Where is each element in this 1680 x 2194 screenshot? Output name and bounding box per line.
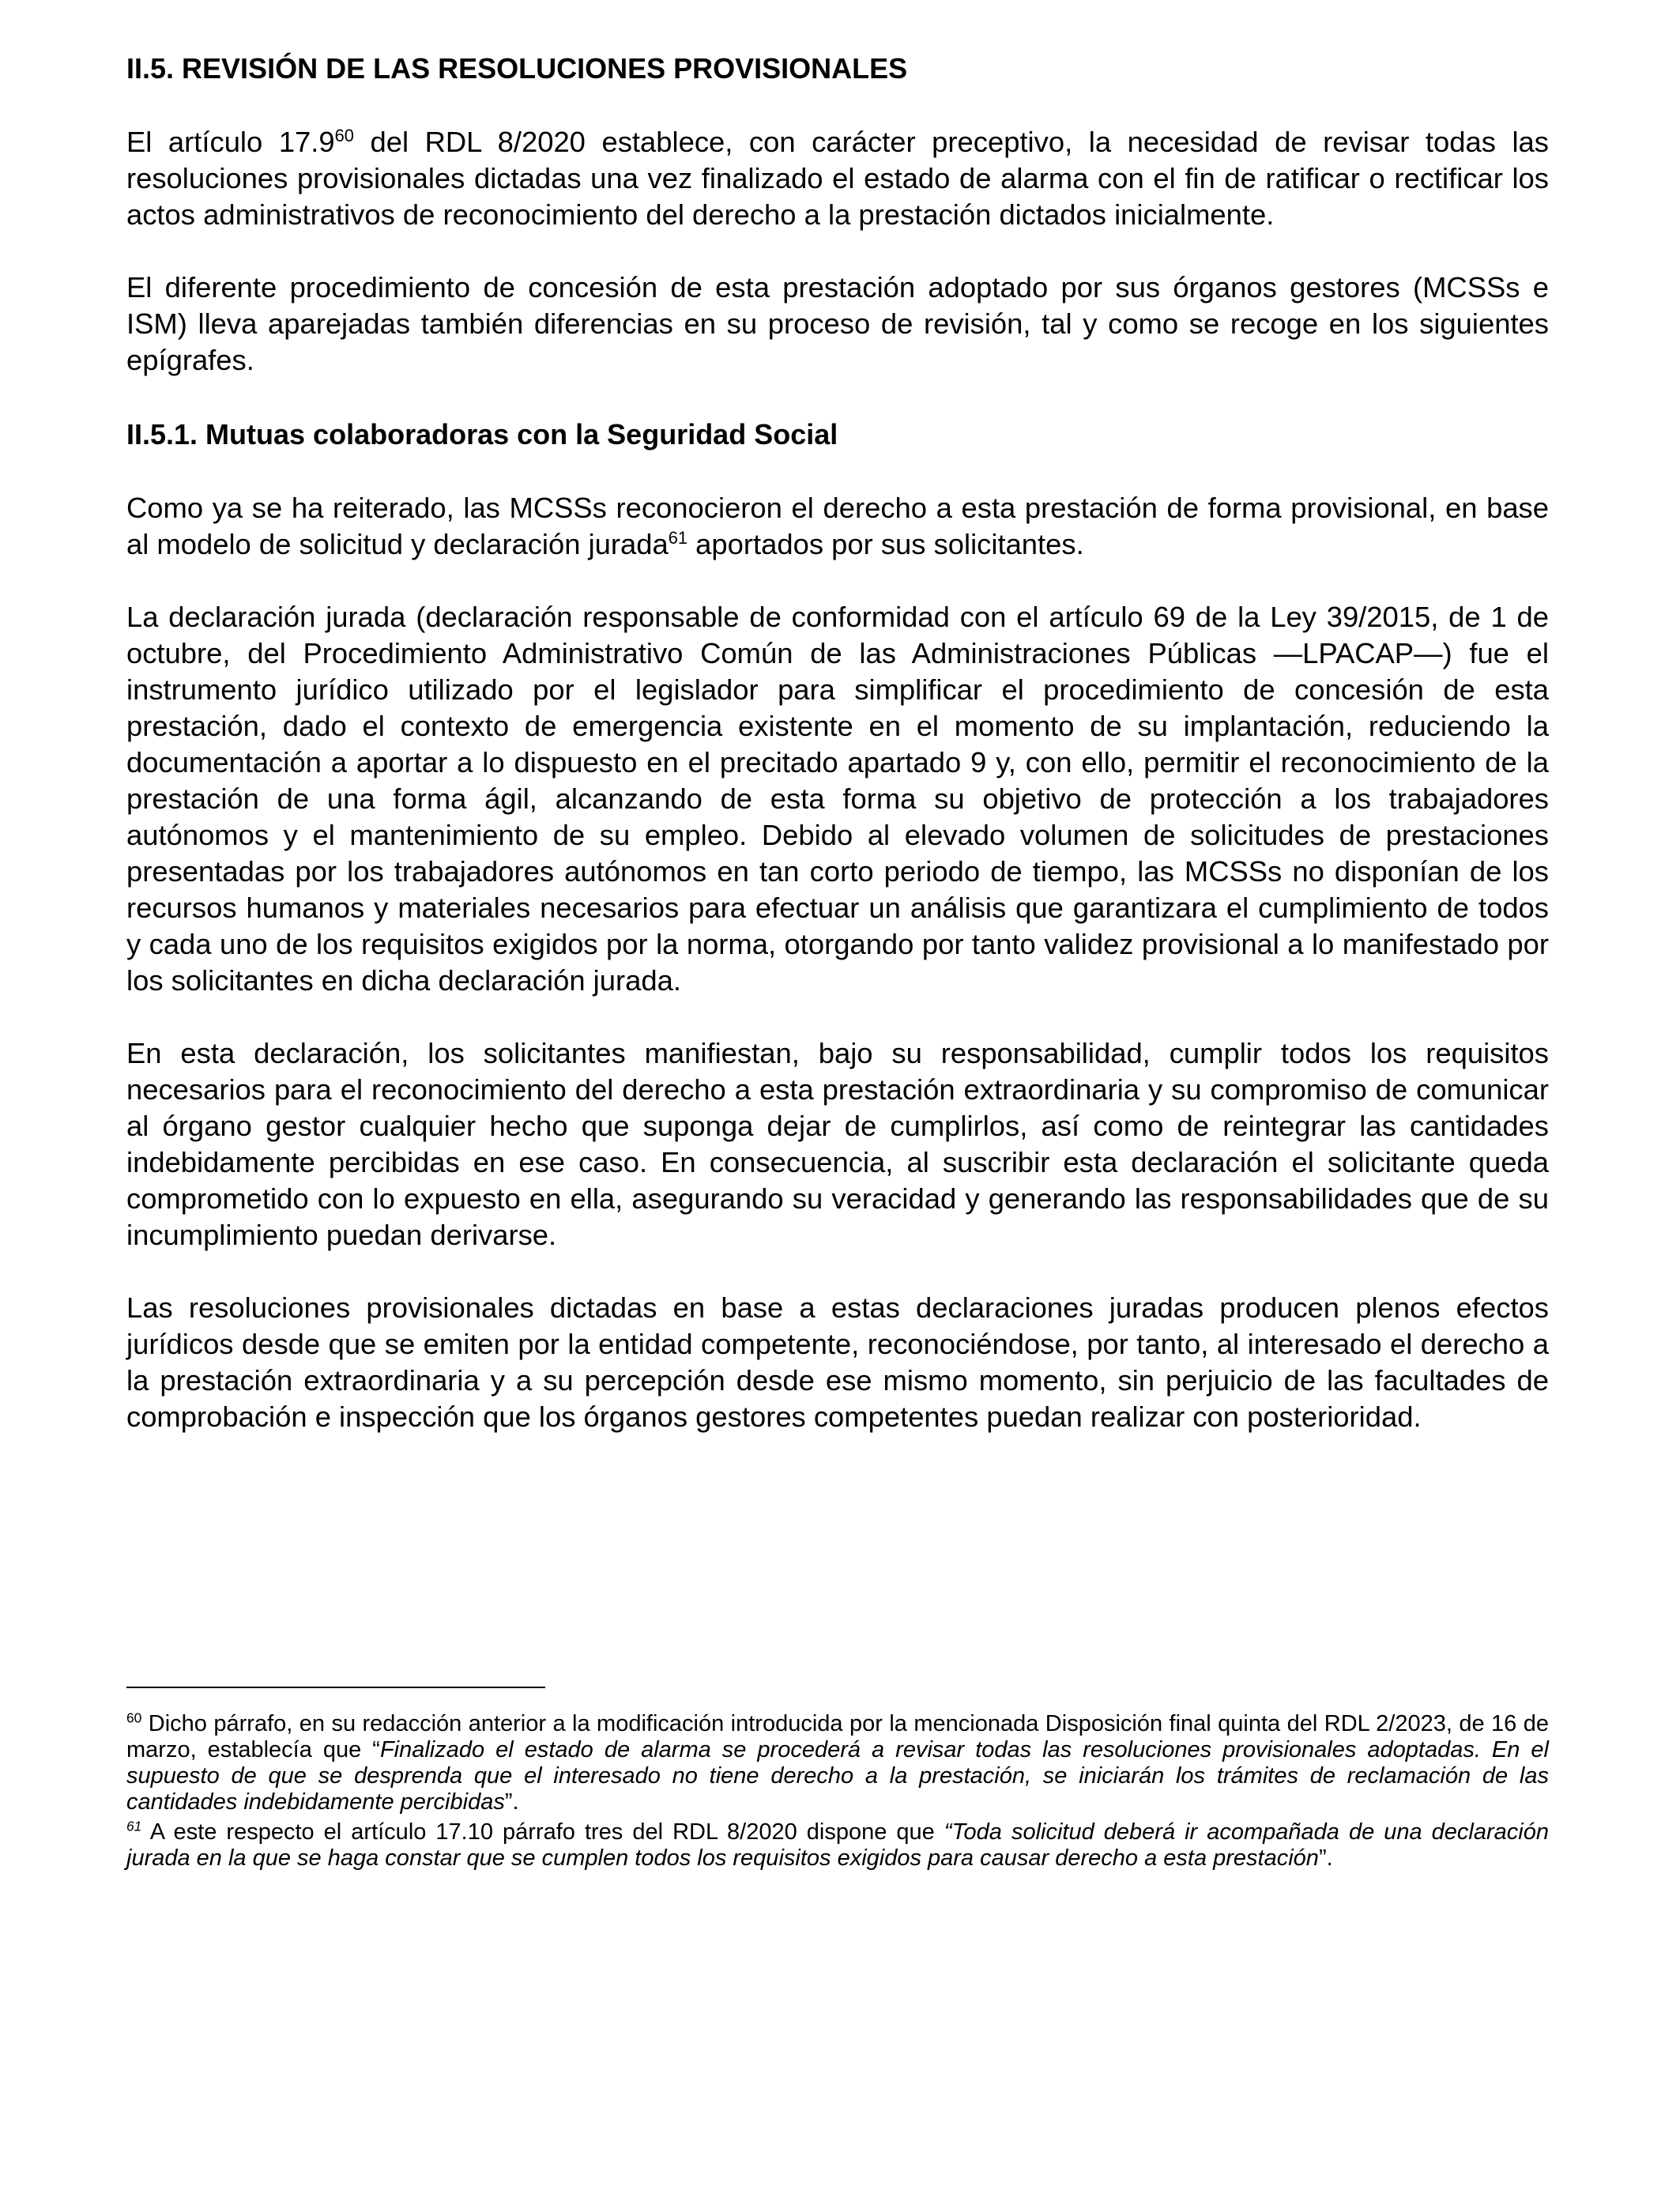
- paragraph-text: del RDL 8/2020 establece, con carácter preceptivo, la necesidad de revisar todas las resoluciones provisionales dictadas una vez finalizado el estado de alarma con el fin de ratificar o rectificar los actos administrativos de reconocimiento del derecho a la prestación dictados inicialmente.: [126, 126, 1549, 231]
- footnote-text: Dicho párrafo, en su redacción anterior a la modificación introducida por la mencionada Disposición final quinta del RDL 2/2023, de 16 de marzo, establecía que “: [126, 1711, 1549, 1762]
- footnote-text-end: ”.: [504, 1789, 519, 1815]
- subsection-heading: II.5.1. Mutuas colaboradoras con la Seguridad Social: [126, 418, 838, 450]
- footnote-text: A este respecto el artículo 17.10 párrafo tres del RDL 8/2020 dispone que: [141, 1819, 944, 1845]
- footnote-number: 61: [126, 1818, 142, 1834]
- document-body: [126, 51, 1549, 1435]
- footnotes: [126, 1711, 1549, 1875]
- footnote-separator: [126, 1687, 545, 1688]
- paragraph: En esta declaración, los solicitantes manifiestan, bajo su responsabilidad, cumplir todos los requisitos necesarios para el reconocimiento del derecho a esta prestación extraordinaria y su compromiso de comunicar al órgano gestor cualquier hecho que suponga dejar de cumplirlos, así como de reintegrar las cantidades indebidamente percibidas en ese caso. En consecuencia, al suscribir esta declaración el solicitante queda comprometido con lo expuesto en ella, asegurando su veracidad y generando las responsabilidades que de su incumplimiento puedan derivarse.: [126, 1037, 1549, 1251]
- section-heading: II.5. REVISIÓN DE LAS RESOLUCIONES PROVISIONALES: [126, 52, 908, 85]
- paragraph: [126, 124, 1549, 233]
- paragraph: [126, 490, 1549, 563]
- footnote-ref[interactable]: 61: [668, 527, 688, 548]
- paragraph-text: aportados por sus solicitantes.: [687, 528, 1084, 560]
- footnote-number: 60: [126, 1710, 142, 1726]
- paragraph-text: Como ya se ha reiterado, las MCSSs reconocieron el derecho a esta prestación de forma provisional, en base al modelo de solicitud y declaración jurada: [126, 492, 1549, 560]
- footnote-text-end: ”.: [1318, 1845, 1333, 1871]
- paragraph: La declaración jurada (declaración responsable de conformidad con el artículo 69 de la Ley 39/2015, de 1 de octubre, del Procedimiento Administrativo Común de las Administraciones Públicas —LPACAP—) fue el instrumento jurídico utilizado por el legislador para simplificar el procedimiento de concesión de esta prestación, dado el contexto de emergencia existente en el momento de su implantación, reduciendo la documentación a aportar a lo dispuesto en el precitado apartado 9 y, con ello, permitir el reconocimiento de la prestación de una forma ágil, alcanzando de esta forma su objetivo de protección a los trabajadores autónomos y el mantenimiento de su empleo. Debido al elevado volumen de solicitudes de prestaciones presentadas por los trabajadores autónomos en tan corto periodo de tiempo, las MCSSs no disponían de los recursos humanos y materiales necesarios para efectuar un análisis que garantizara el cumplimiento de todos y cada uno de los requisitos exigidos por la norma, otorgando por tanto validez provisional a lo manifestado por los solicitantes en dicha declaración jurada.: [126, 601, 1549, 997]
- footnote-quote: “Toda solicitud deberá ir acompañada de una declaración jurada en la que se haga constar que se cumplen todos los requisitos exigidos para causar derecho a esta prestación: [126, 1819, 1549, 1871]
- footnote: [126, 1819, 1549, 1872]
- paragraph: Las resoluciones provisionales dictadas en base a estas declaraciones juradas producen plenos efectos jurídicos desde que se emiten por la entidad competente, reconociéndose, por tanto, al interesado el derecho a la prestación extraordinaria y a su percepción desde ese mismo momento, sin perjuicio de las facultades de comprobación e inspección que los órganos gestores competentes puedan realizar con posterioridad.: [126, 1291, 1549, 1433]
- footnote-ref[interactable]: 60: [334, 125, 354, 145]
- paragraph: El diferente procedimiento de concesión de esta prestación adoptado por sus órganos gestores (MCSSs e ISM) lleva aparejadas también diferencias en su proceso de revisión, tal y como se recoge en los siguientes epígrafes.: [126, 271, 1549, 376]
- footnote: [126, 1711, 1549, 1815]
- footnote-quote: Finalizado el estado de alarma se procederá a revisar todas las resoluciones provisionales adoptadas. En el supuesto de que se desprenda que el interesado no tiene derecho a la prestación, se iniciarán los trámites de reclamación de las cantidades indebidamente percibidas: [126, 1737, 1549, 1815]
- paragraph-text: El artículo 17.9: [126, 126, 335, 158]
